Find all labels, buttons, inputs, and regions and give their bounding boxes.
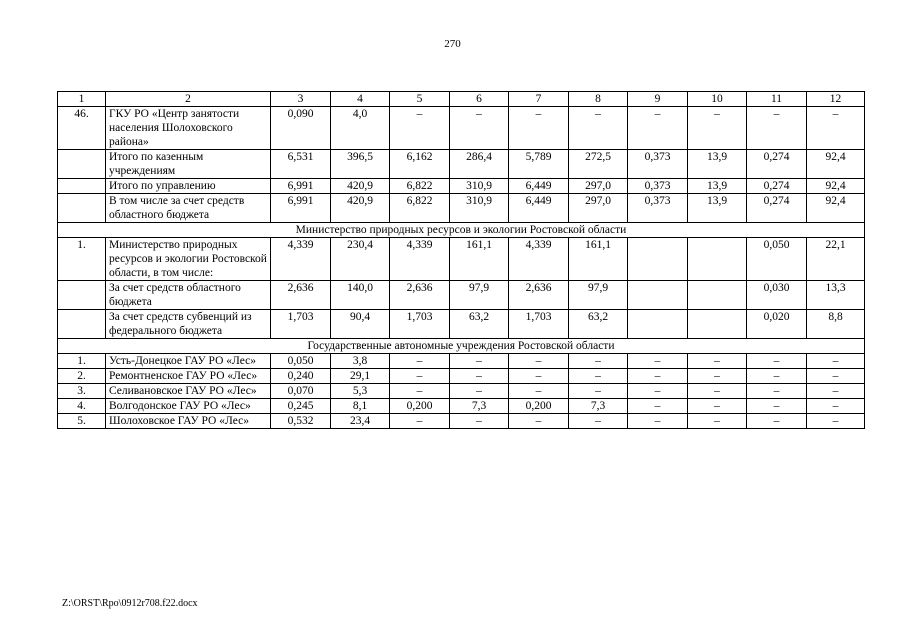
column-number-cell: 12 xyxy=(807,92,865,107)
value-cell: 92,4 xyxy=(807,179,865,194)
column-number-cell: 9 xyxy=(628,92,688,107)
value-cell: 0,050 xyxy=(271,354,331,369)
value-cell: – xyxy=(509,107,569,150)
value-cell: 6,822 xyxy=(390,194,450,223)
name-cell: Волгодонское ГАУ РО «Лес» xyxy=(106,399,271,414)
value-cell xyxy=(628,281,688,310)
name-cell: Итого по управлению xyxy=(106,179,271,194)
value-cell: – xyxy=(450,384,509,399)
value-cell: 0,200 xyxy=(390,399,450,414)
value-cell: – xyxy=(688,354,747,369)
value-cell: – xyxy=(747,369,807,384)
value-cell: 6,162 xyxy=(390,150,450,179)
value-cell: 0,373 xyxy=(628,150,688,179)
value-cell: 0,274 xyxy=(747,179,807,194)
row-number-cell xyxy=(58,281,106,310)
row-number-cell: 46. xyxy=(58,107,106,150)
row-number-cell xyxy=(58,310,106,339)
value-cell: 90,4 xyxy=(331,310,390,339)
value-cell: 13,3 xyxy=(807,281,865,310)
value-cell: 140,0 xyxy=(331,281,390,310)
value-cell: 310,9 xyxy=(450,194,509,223)
value-cell: 0,373 xyxy=(628,194,688,223)
value-cell: 1,703 xyxy=(390,310,450,339)
value-cell: – xyxy=(807,107,865,150)
value-cell: – xyxy=(390,107,450,150)
section-title: Государственные автономные учреждения Ростовской области xyxy=(58,339,865,354)
value-cell: 22,1 xyxy=(807,238,865,281)
name-cell: За счет средств областного бюджета xyxy=(106,281,271,310)
value-cell: 7,3 xyxy=(450,399,509,414)
value-cell: – xyxy=(628,399,688,414)
value-cell: – xyxy=(509,384,569,399)
value-cell: 420,9 xyxy=(331,179,390,194)
table-row xyxy=(58,399,865,414)
value-cell: – xyxy=(747,384,807,399)
value-cell: – xyxy=(569,354,628,369)
value-cell: 7,3 xyxy=(569,399,628,414)
value-cell: – xyxy=(807,354,865,369)
value-cell: 6,449 xyxy=(509,179,569,194)
table-row xyxy=(58,194,865,223)
value-cell: 0,070 xyxy=(271,384,331,399)
table-row xyxy=(58,369,865,384)
value-cell: 286,4 xyxy=(450,150,509,179)
value-cell: – xyxy=(569,384,628,399)
value-cell: – xyxy=(807,384,865,399)
row-number-cell: 1. xyxy=(58,354,106,369)
value-cell xyxy=(628,238,688,281)
name-cell: Усть-Донецкое ГАУ РО «Лес» xyxy=(106,354,271,369)
column-number-cell: 1 xyxy=(58,92,106,107)
value-cell: – xyxy=(569,369,628,384)
row-number-cell: 1. xyxy=(58,238,106,281)
value-cell: 5,3 xyxy=(331,384,390,399)
row-number-cell: 4. xyxy=(58,399,106,414)
value-cell: 63,2 xyxy=(569,310,628,339)
value-cell: 6,991 xyxy=(271,179,331,194)
value-cell: – xyxy=(688,414,747,429)
value-cell: – xyxy=(688,384,747,399)
value-cell: 297,0 xyxy=(569,194,628,223)
value-cell xyxy=(688,238,747,281)
value-cell: 4,339 xyxy=(271,238,331,281)
column-number-cell: 5 xyxy=(390,92,450,107)
value-cell: 4,0 xyxy=(331,107,390,150)
value-cell: 0,030 xyxy=(747,281,807,310)
column-number-cell: 2 xyxy=(106,92,271,107)
table-row xyxy=(58,281,865,310)
value-cell: – xyxy=(450,107,509,150)
value-cell: 420,9 xyxy=(331,194,390,223)
value-cell: 8,8 xyxy=(807,310,865,339)
value-cell: 0,050 xyxy=(747,238,807,281)
value-cell: – xyxy=(807,399,865,414)
name-cell: За счет средств субвенций из федерального бюджета xyxy=(106,310,271,339)
value-cell: – xyxy=(688,399,747,414)
table-row xyxy=(58,354,865,369)
value-cell: 3,8 xyxy=(331,354,390,369)
table-row xyxy=(58,179,865,194)
table-row xyxy=(58,414,865,429)
value-cell: 0,245 xyxy=(271,399,331,414)
table-row xyxy=(58,107,865,150)
value-cell: – xyxy=(390,354,450,369)
row-number-cell xyxy=(58,179,106,194)
value-cell: 0,240 xyxy=(271,369,331,384)
value-cell: – xyxy=(390,384,450,399)
column-number-cell: 11 xyxy=(747,92,807,107)
value-cell: 97,9 xyxy=(569,281,628,310)
value-cell: – xyxy=(807,369,865,384)
column-number-cell: 7 xyxy=(509,92,569,107)
value-cell: 310,9 xyxy=(450,179,509,194)
name-cell: В том числе за счет средств областного бюджета xyxy=(106,194,271,223)
value-cell xyxy=(628,310,688,339)
table-row xyxy=(58,150,865,179)
value-cell: 92,4 xyxy=(807,150,865,179)
value-cell: – xyxy=(450,369,509,384)
value-cell: 1,703 xyxy=(271,310,331,339)
value-cell: – xyxy=(628,414,688,429)
value-cell: – xyxy=(747,354,807,369)
row-number-cell xyxy=(58,150,106,179)
value-cell: – xyxy=(569,414,628,429)
table-row xyxy=(58,310,865,339)
name-cell: Селивановское ГАУ РО «Лес» xyxy=(106,384,271,399)
value-cell: – xyxy=(747,414,807,429)
value-cell: – xyxy=(747,399,807,414)
value-cell: 2,636 xyxy=(271,281,331,310)
row-number-cell xyxy=(58,194,106,223)
section-title: Министерство природных ресурсов и экологии Ростовской области xyxy=(58,223,865,238)
value-cell: 4,339 xyxy=(390,238,450,281)
data-table xyxy=(57,91,865,429)
value-cell: – xyxy=(807,414,865,429)
value-cell: – xyxy=(509,354,569,369)
value-cell: – xyxy=(688,369,747,384)
column-number-row xyxy=(58,92,865,107)
value-cell: 297,0 xyxy=(569,179,628,194)
value-cell: 0,200 xyxy=(509,399,569,414)
value-cell: – xyxy=(509,369,569,384)
value-cell: 0,020 xyxy=(747,310,807,339)
value-cell: 5,789 xyxy=(509,150,569,179)
name-cell: Итого по казенным учреждениям xyxy=(106,150,271,179)
section-header-row xyxy=(58,223,865,238)
value-cell: 0,373 xyxy=(628,179,688,194)
value-cell: – xyxy=(628,369,688,384)
value-cell: 161,1 xyxy=(450,238,509,281)
value-cell: 2,636 xyxy=(390,281,450,310)
value-cell: 0,274 xyxy=(747,194,807,223)
value-cell: 92,4 xyxy=(807,194,865,223)
value-cell: 6,531 xyxy=(271,150,331,179)
name-cell: ГКУ РО «Центр занятости населения Шолоховского района» xyxy=(106,107,271,150)
value-cell: 6,822 xyxy=(390,179,450,194)
value-cell: 13,9 xyxy=(688,150,747,179)
column-number-cell: 6 xyxy=(450,92,509,107)
value-cell: – xyxy=(628,384,688,399)
value-cell: 63,2 xyxy=(450,310,509,339)
name-cell: Ремонтненское ГАУ РО «Лес» xyxy=(106,369,271,384)
value-cell: – xyxy=(450,354,509,369)
value-cell: 6,991 xyxy=(271,194,331,223)
value-cell: 230,4 xyxy=(331,238,390,281)
value-cell: 0,090 xyxy=(271,107,331,150)
value-cell: – xyxy=(628,107,688,150)
page-number: 270 xyxy=(444,38,461,50)
name-cell: Шолоховское ГАУ РО «Лес» xyxy=(106,414,271,429)
section-header-row xyxy=(58,339,865,354)
name-cell: Министерство природных ресурсов и экологии Ростовской области, в том числе: xyxy=(106,238,271,281)
value-cell: 2,636 xyxy=(509,281,569,310)
column-number-cell: 4 xyxy=(331,92,390,107)
value-cell: – xyxy=(569,107,628,150)
value-cell: 6,449 xyxy=(509,194,569,223)
column-number-cell: 3 xyxy=(271,92,331,107)
value-cell: – xyxy=(509,414,569,429)
value-cell: 0,532 xyxy=(271,414,331,429)
value-cell: – xyxy=(450,414,509,429)
value-cell: 396,5 xyxy=(331,150,390,179)
value-cell xyxy=(688,281,747,310)
value-cell: 13,9 xyxy=(688,179,747,194)
column-number-cell: 10 xyxy=(688,92,747,107)
value-cell: 97,9 xyxy=(450,281,509,310)
value-cell xyxy=(688,310,747,339)
value-cell: 0,274 xyxy=(747,150,807,179)
table-row xyxy=(58,384,865,399)
value-cell: – xyxy=(390,414,450,429)
value-cell: 161,1 xyxy=(569,238,628,281)
value-cell: – xyxy=(688,107,747,150)
row-number-cell: 5. xyxy=(58,414,106,429)
value-cell: 272,5 xyxy=(569,150,628,179)
value-cell: 1,703 xyxy=(509,310,569,339)
value-cell: 13,9 xyxy=(688,194,747,223)
value-cell: 8,1 xyxy=(331,399,390,414)
table-row xyxy=(58,238,865,281)
file-path-footer: Z:\ORST\Rpo\0912r708.f22.docx xyxy=(62,598,198,609)
row-number-cell: 3. xyxy=(58,384,106,399)
value-cell: 29,1 xyxy=(331,369,390,384)
value-cell: 4,339 xyxy=(509,238,569,281)
value-cell: – xyxy=(390,369,450,384)
value-cell: – xyxy=(628,354,688,369)
column-number-cell: 8 xyxy=(569,92,628,107)
row-number-cell: 2. xyxy=(58,369,106,384)
value-cell: 23,4 xyxy=(331,414,390,429)
value-cell: – xyxy=(747,107,807,150)
